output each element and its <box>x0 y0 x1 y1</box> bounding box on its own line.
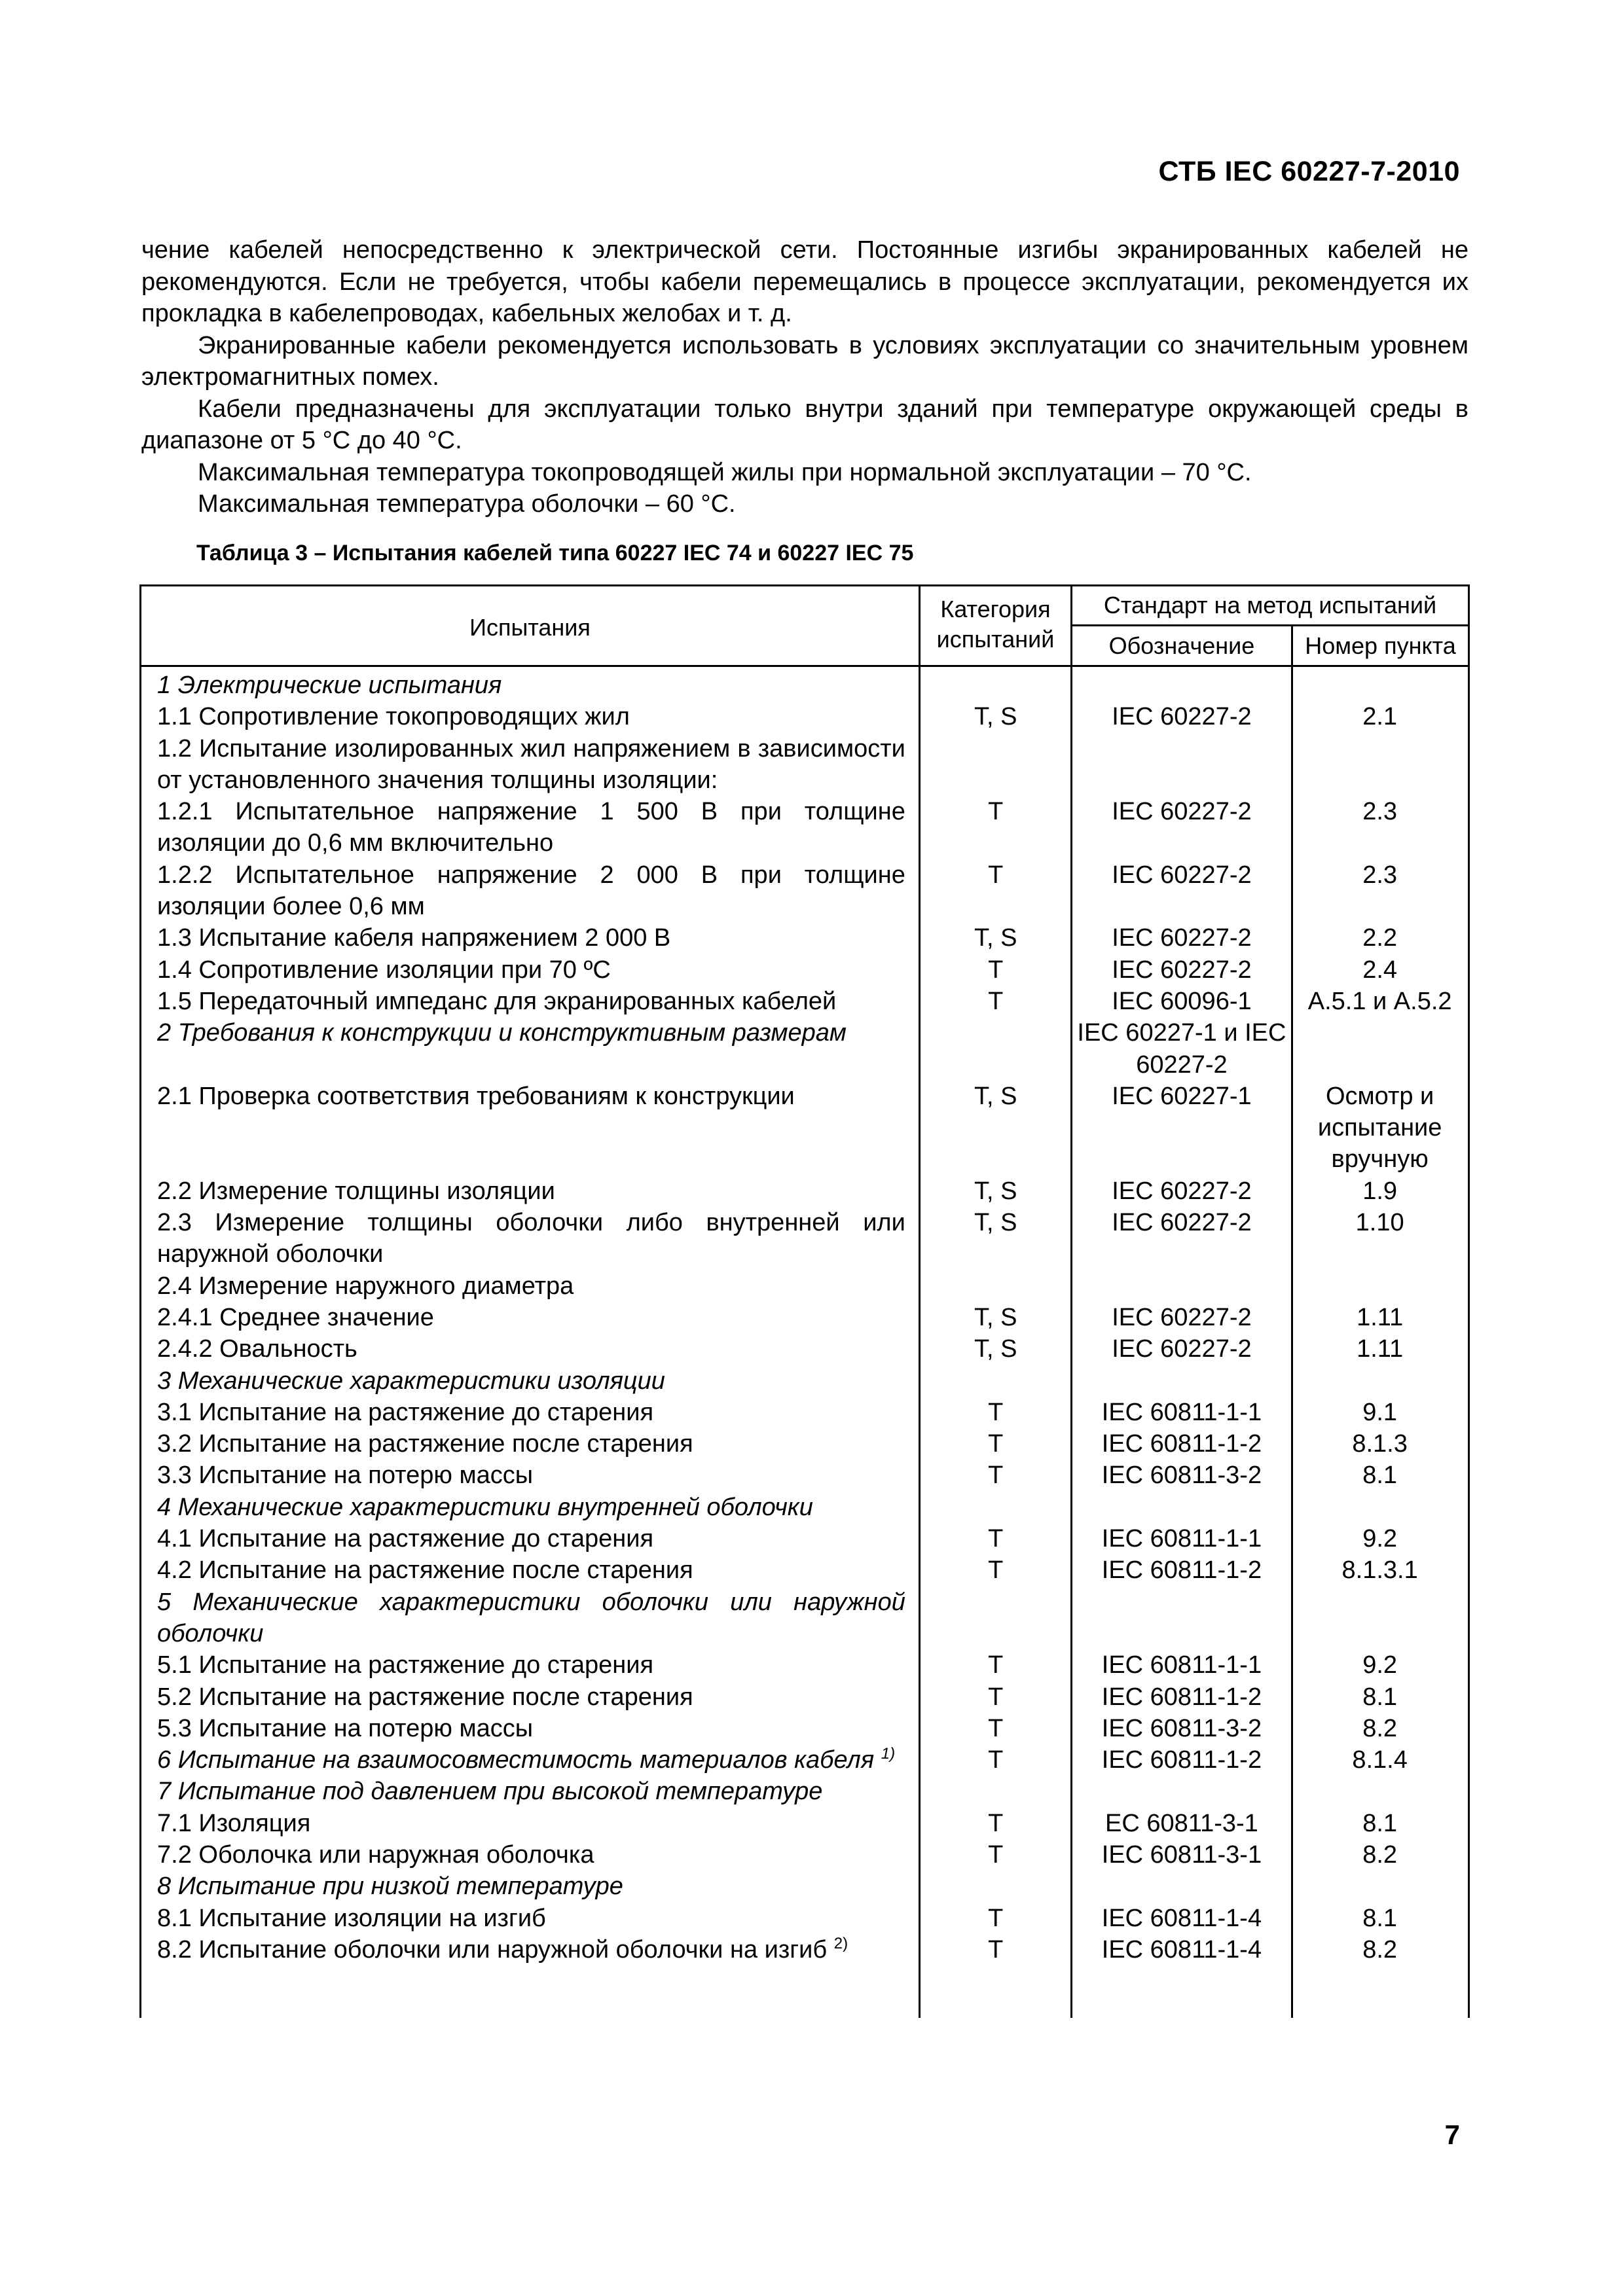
designation-cell: IEC 60811-1-2 <box>1101 1556 1262 1585</box>
designation-cell: IEC 60096-1 <box>1112 987 1252 1015</box>
designation-cell: IEC 60227-2 <box>1112 703 1252 731</box>
category-cell: T <box>988 1809 1004 1837</box>
table-row <box>141 670 1468 701</box>
test-name-cell <box>141 954 920 986</box>
table-row <box>141 1081 1468 1175</box>
category-cell: T <box>988 798 1004 826</box>
category-cell: T, S <box>974 1303 1017 1331</box>
designation-cell: IEC 60811-3-2 <box>1101 1714 1262 1742</box>
test-name-cell <box>141 986 920 1017</box>
test-name-cell <box>141 1839 920 1871</box>
test-name: 1.2.2 Испытательное напряжение 2 000 В при толщине изоляции более 0,6 мм <box>157 861 905 921</box>
test-name: 3 Механические характеристики изоляции <box>157 1367 665 1395</box>
clause-cell: 8.1.3.1 <box>1341 1556 1418 1585</box>
table-row <box>141 1397 1468 1428</box>
table-row <box>141 1302 1468 1333</box>
clause-cell: 8.1.3 <box>1352 1430 1408 1458</box>
clause-cell: 8.1 <box>1362 1809 1398 1837</box>
designation-cell: IEC 60227-2 <box>1112 924 1252 952</box>
test-name-cell <box>141 1365 920 1397</box>
category-cell: T <box>988 1556 1004 1585</box>
test-name: 1.4 Сопротивление изоляции при 70 ºС <box>157 956 611 984</box>
table-row <box>141 1776 1468 1807</box>
test-name: 4 Механические характеристики внутренней оболочки <box>157 1493 813 1521</box>
category-cell <box>920 1017 1072 1081</box>
clause-cell: 8.1.4 <box>1352 1746 1408 1774</box>
clause-cell: 9.1 <box>1362 1398 1398 1426</box>
test-name: 1.2 Испытание изолированных жил напряжением в зависимости от установленного значения толщины изоляции: <box>157 734 905 794</box>
test-name: 5.3 Испытание на потерю массы <box>157 1714 534 1742</box>
clause-cell: Осмотр и испытание вручную <box>1317 1082 1442 1174</box>
test-name-cell <box>141 1713 920 1744</box>
designation-cell <box>1072 1871 1292 1902</box>
category-cell <box>920 733 1072 797</box>
designation-cell <box>1072 733 1292 797</box>
designation-cell: EC 60811-3-1 <box>1105 1809 1258 1837</box>
table-row <box>141 1808 1468 1839</box>
clause-cell <box>1292 1776 1468 1807</box>
clause-cell: 8.2 <box>1362 1714 1398 1742</box>
category-cell: T <box>988 1683 1004 1711</box>
test-name: 2.1 Проверка соответствия требованиям к конструкции <box>157 1082 795 1110</box>
clause-cell: 2.3 <box>1362 798 1398 826</box>
header-designation: Обозначение <box>1108 632 1255 659</box>
category-cell <box>920 1871 1072 1902</box>
test-name-cell <box>141 1523 920 1554</box>
test-name-cell <box>141 1934 920 1965</box>
clause-cell: 8.1 <box>1362 1904 1398 1932</box>
footnote-ref: 1) <box>881 1745 896 1763</box>
category-cell: T <box>988 956 1004 984</box>
category-cell: T, S <box>974 1335 1017 1363</box>
category-cell <box>920 1587 1072 1650</box>
test-name: 7.2 Оболочка или наружная оболочка <box>157 1840 594 1869</box>
test-name: 7.1 Изоляция <box>157 1809 311 1837</box>
test-name-cell <box>141 1175 920 1207</box>
test-name: 3.1 Испытание на растяжение до старения <box>157 1398 654 1426</box>
test-name-cell <box>141 1428 920 1460</box>
paragraph: Экранированные кабели рекомендуется использовать в условиях эксплуатации со значительным уровнем электромагнитных помех. <box>141 331 1468 391</box>
test-name: 2 Требования к конструкции и конструктивным размерам <box>157 1019 847 1047</box>
table-row <box>141 1681 1468 1713</box>
designation-cell: IEC 60811-3-2 <box>1101 1462 1262 1490</box>
test-name: 1.5 Передаточный импеданс для экранированных кабелей <box>157 987 837 1015</box>
table-row <box>141 1365 1468 1397</box>
document-code: СТБ IEC 60227-7-2010 <box>1158 156 1460 187</box>
test-name: 1.2.1 Испытательное напряжение 1 500 В при толщине изоляции до 0,6 мм включительно <box>157 798 905 857</box>
body-text <box>141 234 1468 520</box>
table-row <box>141 1175 1468 1207</box>
test-name-cell <box>141 1871 920 1902</box>
table-row <box>141 954 1468 986</box>
test-name-cell <box>141 1681 920 1713</box>
table-row <box>141 733 1468 797</box>
test-name: 5 Механические характеристики оболочки или наружной оболочки <box>157 1588 905 1647</box>
category-cell: T <box>988 1714 1004 1742</box>
clause-cell <box>1292 1871 1468 1902</box>
table-row <box>141 1744 1468 1776</box>
header-divider <box>1070 624 1468 626</box>
designation-cell: IEC 60227-2 <box>1112 798 1252 826</box>
header-divider <box>141 665 1468 667</box>
test-name-cell <box>141 1302 920 1333</box>
category-cell <box>920 1492 1072 1523</box>
table-row <box>141 1587 1468 1650</box>
designation-cell: IEC 60811-1-1 <box>1101 1398 1262 1426</box>
test-name: 3.2 Испытание на растяжение после старения <box>157 1430 693 1458</box>
test-name-cell <box>141 1587 920 1650</box>
designation-cell: IEC 60227-2 <box>1112 861 1252 889</box>
designation-cell: IEC 60811-3-1 <box>1101 1840 1262 1869</box>
designation-cell <box>1072 1776 1292 1807</box>
header-category: Категория испытаний <box>936 596 1055 653</box>
designation-cell <box>1072 1365 1292 1397</box>
category-cell: T <box>988 987 1004 1015</box>
table-caption: Таблица 3 – Испытания кабелей типа 60227 IEC 74 и 60227 IEC 75 <box>196 541 914 565</box>
paragraph: чение кабелей непосредственно к электрической сети. Постоянные изгибы экранированных кабелей не рекомендуются. Если не требуется, чтобы кабели перемещались в процессе эксплуатации, рекомендуется их прокладка в кабелепроводах, кабельных желобах и т. д. <box>141 236 1468 327</box>
clause-cell: 1.11 <box>1357 1335 1404 1363</box>
category-cell <box>920 1365 1072 1397</box>
test-name: 1 Электрические испытания <box>157 672 502 699</box>
test-name: 7 Испытание под давлением при высокой температуре <box>157 1778 823 1806</box>
test-name-cell <box>141 1081 920 1175</box>
designation-cell <box>1072 1587 1292 1650</box>
category-cell: T <box>988 1904 1004 1932</box>
test-name: 8.1 Испытание изоляции на изгиб <box>157 1904 546 1932</box>
clause-cell: 9.2 <box>1362 1651 1398 1679</box>
category-cell: T <box>988 1398 1004 1426</box>
clause-cell: A.5.1 и A.5.2 <box>1307 987 1452 1015</box>
test-name: 8 Испытание при низкой температуре <box>157 1873 623 1901</box>
category-cell: T <box>988 1651 1004 1679</box>
table-row <box>141 796 1468 859</box>
table-row <box>141 1871 1468 1902</box>
category-cell: T, S <box>974 1177 1017 1205</box>
test-name: 4.1 Испытание на растяжение до старения <box>157 1525 654 1553</box>
designation-cell: IEC 60811-1-1 <box>1101 1525 1262 1553</box>
paragraph: Максимальная температура токопроводящей жилы при нормальной эксплуатации – 70 °С. <box>198 458 1252 486</box>
clause-cell: 2.1 <box>1362 703 1398 731</box>
category-cell <box>920 1776 1072 1807</box>
category-cell: T <box>988 1840 1004 1869</box>
table-row <box>141 1460 1468 1491</box>
table-row <box>141 1903 1468 1934</box>
table-row <box>141 922 1468 954</box>
designation-cell: IEC 60227-1 <box>1112 1082 1252 1110</box>
clause-cell: 2.3 <box>1362 861 1398 889</box>
clause-cell <box>1292 1587 1468 1650</box>
test-name-cell <box>141 1744 920 1776</box>
table-row <box>141 1713 1468 1744</box>
table-row <box>141 986 1468 1017</box>
table-row <box>141 1934 1468 1965</box>
clause-cell: 2.2 <box>1362 924 1398 952</box>
test-name: 2.4 Измерение наружного диаметра <box>157 1272 574 1300</box>
header-standard: Стандарт на метод испытаний <box>1103 592 1437 619</box>
test-name-cell <box>141 1270 920 1302</box>
table-row <box>141 1649 1468 1681</box>
table-row <box>141 1428 1468 1460</box>
designation-cell: IEC 60811-1-4 <box>1101 1935 1262 1964</box>
page-number: 7 <box>1444 2119 1460 2150</box>
clause-cell: 8.1 <box>1362 1683 1398 1711</box>
clause-cell <box>1292 670 1468 701</box>
clause-cell: 9.2 <box>1362 1525 1398 1553</box>
test-name-cell <box>141 1903 920 1934</box>
paragraph: Кабели предназначены для эксплуатации только внутри зданий при температуре окружающей среды в диапазоне от 5 °C до 40 °C. <box>141 395 1468 454</box>
category-cell: T <box>988 1746 1004 1774</box>
designation-cell: IEC 60227-2 <box>1112 1209 1252 1237</box>
test-name-cell <box>141 1397 920 1428</box>
test-name-cell <box>141 670 920 701</box>
designation-cell <box>1072 1270 1292 1302</box>
category-cell: T, S <box>974 924 1017 952</box>
test-name-cell <box>141 859 920 923</box>
clause-cell: 1.11 <box>1357 1303 1404 1331</box>
header-tests: Испытания <box>469 614 591 641</box>
table-row <box>141 859 1468 923</box>
designation-cell <box>1072 1492 1292 1523</box>
category-cell <box>920 1270 1072 1302</box>
clause-cell <box>1292 1017 1468 1081</box>
table-row <box>141 1492 1468 1523</box>
designation-cell <box>1072 670 1292 701</box>
designation-cell: IEC 60227-1 и IEC 60227-2 <box>1077 1019 1286 1079</box>
test-name-cell <box>141 796 920 859</box>
category-cell: T <box>988 1525 1004 1553</box>
table-row <box>141 1017 1468 1081</box>
test-name-cell <box>141 1460 920 1491</box>
designation-cell: IEC 60227-2 <box>1112 956 1252 984</box>
test-name: 5.1 Испытание на растяжение до старения <box>157 1651 654 1679</box>
table-row <box>141 701 1468 732</box>
test-name-cell <box>141 1649 920 1681</box>
test-name: 8.2 Испытание оболочки или наружной оболочки на изгиб <box>157 1935 828 1964</box>
test-name: 5.2 Испытание на растяжение после старения <box>157 1683 693 1711</box>
clause-cell: 8.2 <box>1362 1935 1398 1964</box>
table-row <box>141 1554 1468 1586</box>
test-name-cell <box>141 1554 920 1586</box>
clause-cell <box>1292 1270 1468 1302</box>
category-cell: T <box>988 1430 1004 1458</box>
category-cell: T <box>988 861 1004 889</box>
test-name: 3.3 Испытание на потерю массы <box>157 1462 534 1490</box>
test-name-cell <box>141 1017 920 1081</box>
category-cell: T, S <box>974 703 1017 731</box>
footnote-ref: 2) <box>833 1934 848 1952</box>
test-name-cell <box>141 1207 920 1270</box>
tests-table <box>139 584 1470 2018</box>
table-row <box>141 1333 1468 1365</box>
test-name-cell <box>141 1333 920 1365</box>
designation-cell: IEC 60227-2 <box>1112 1177 1252 1205</box>
test-name: 6 Испытание на взаимосовместимость материалов кабеля <box>157 1746 875 1774</box>
category-cell: T, S <box>974 1209 1017 1237</box>
test-name: 2.4.2 Овальность <box>157 1335 357 1363</box>
paragraph: Максимальная температура оболочки – 60 °С. <box>198 490 736 518</box>
table-row <box>141 1839 1468 1871</box>
test-name: 2.4.1 Среднее значение <box>157 1303 434 1331</box>
clause-cell <box>1292 733 1468 797</box>
table-row <box>141 1270 1468 1302</box>
category-cell: T <box>988 1935 1004 1964</box>
designation-cell: IEC 60811-1-2 <box>1101 1746 1262 1774</box>
designation-cell: IEC 60811-1-1 <box>1101 1651 1262 1679</box>
designation-cell: IEC 60811-1-2 <box>1101 1430 1262 1458</box>
test-name-cell <box>141 1808 920 1839</box>
test-name-cell <box>141 701 920 732</box>
test-name: 1.3 Испытание кабеля напряжением 2 000 В <box>157 924 671 952</box>
category-cell: T <box>988 1462 1004 1490</box>
designation-cell: IEC 60227-2 <box>1112 1335 1252 1363</box>
clause-cell: 1.9 <box>1362 1177 1398 1205</box>
designation-cell: IEC 60227-2 <box>1112 1303 1252 1331</box>
clause-cell: 8.2 <box>1362 1840 1398 1869</box>
designation-cell: IEC 60811-1-2 <box>1101 1683 1262 1711</box>
clause-cell <box>1292 1492 1468 1523</box>
test-name: 2.3 Измерение толщины оболочки либо внутренней или наружной оболочки <box>157 1209 905 1268</box>
table-row <box>141 1207 1468 1270</box>
test-name-cell <box>141 1492 920 1523</box>
clause-cell <box>1292 1365 1468 1397</box>
test-name: 4.2 Испытание на растяжение после старения <box>157 1556 693 1585</box>
test-name: 2.2 Измерение толщины изоляции <box>157 1177 555 1205</box>
designation-cell: IEC 60811-1-4 <box>1101 1904 1262 1932</box>
clause-cell: 1.10 <box>1355 1209 1404 1237</box>
category-cell <box>920 670 1072 701</box>
test-name-cell <box>141 733 920 797</box>
table-row <box>141 1523 1468 1554</box>
clause-cell: 2.4 <box>1362 956 1398 984</box>
test-name-cell <box>141 922 920 954</box>
header-clause: Номер пункта <box>1305 632 1456 659</box>
test-name-cell <box>141 1776 920 1807</box>
category-cell: T, S <box>974 1082 1017 1110</box>
table-body <box>141 670 1468 1965</box>
test-name: 1.1 Сопротивление токопроводящих жил <box>157 703 630 731</box>
clause-cell: 8.1 <box>1362 1462 1398 1490</box>
